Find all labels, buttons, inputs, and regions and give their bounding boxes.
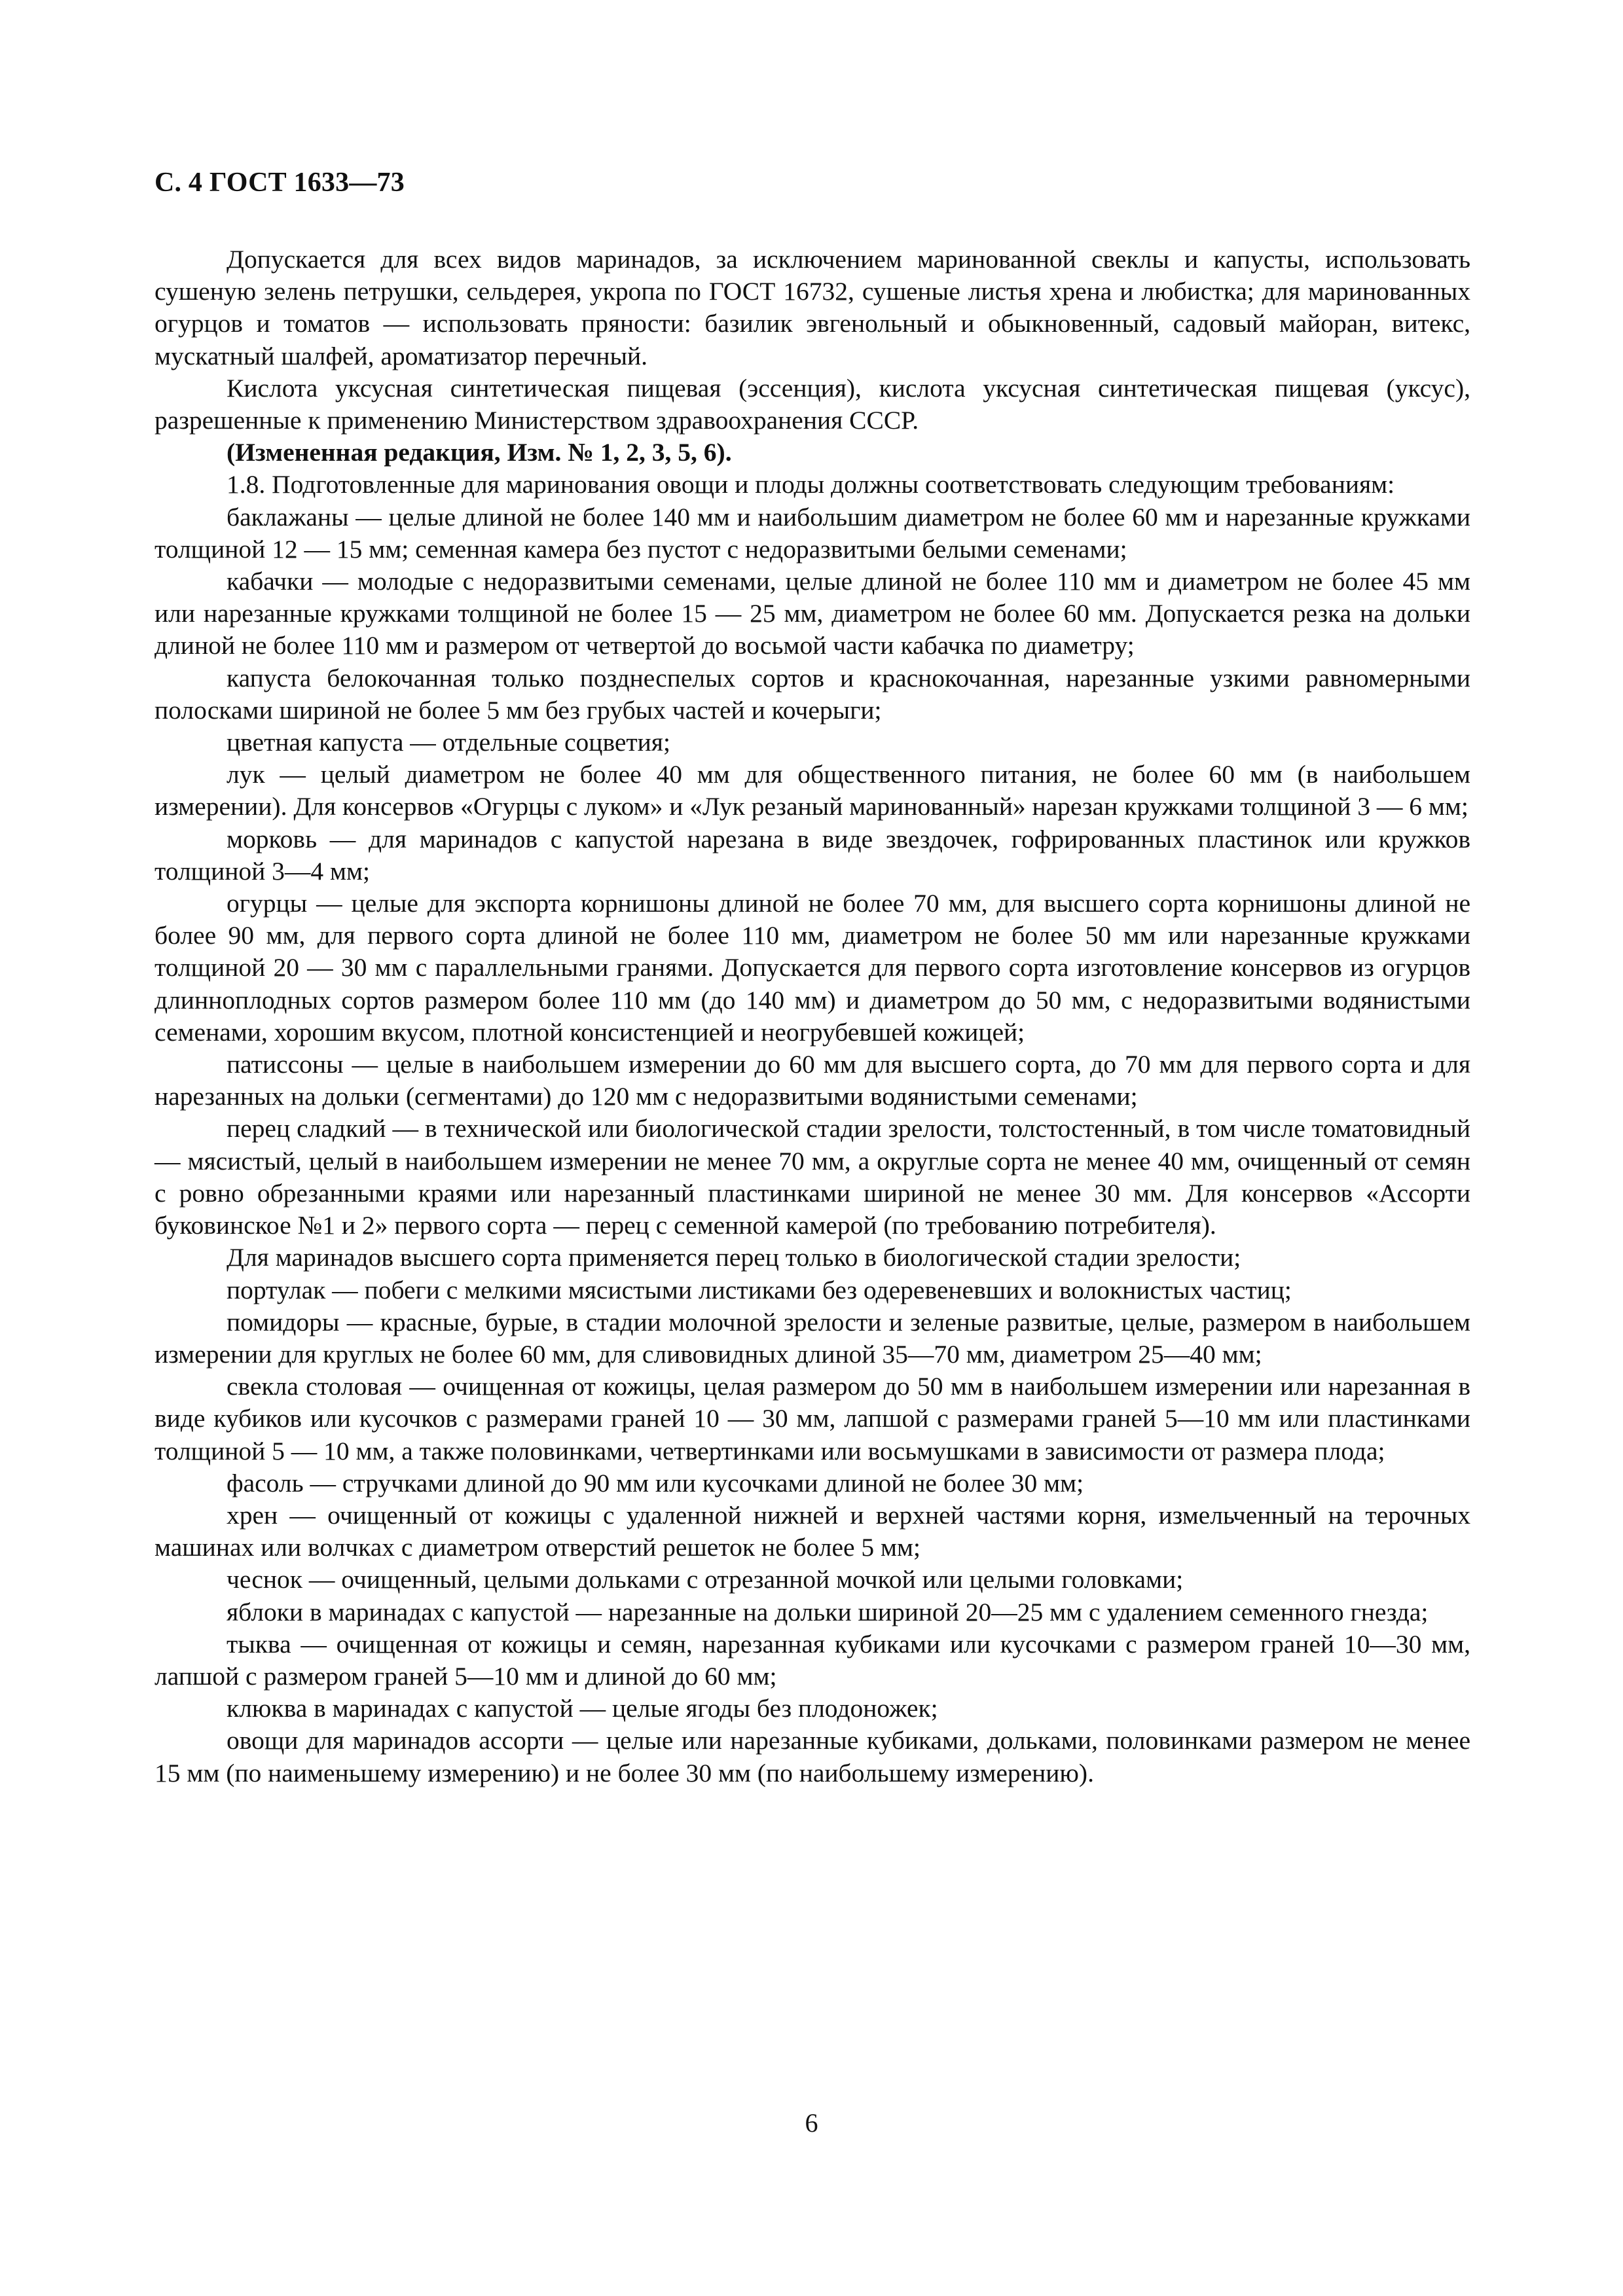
paragraph-horseradish: хрен — очищенный от кожицы с удаленной нижней и верхней частями корня, измельченный на терочных машинах или волчках с диаметром отверстий решеток не более 5 мм; [155, 1500, 1470, 1562]
paragraph-pattypan: патиссоны — целые в наибольшем измерении до 60 мм для высшего сорта, до 70 мм для первого сорта и для нарезанных на дольки (сегментами) до 120 мм с недоразвитыми водянистыми семенами; [155, 1050, 1470, 1111]
page-header: С. 4 ГОСТ 1633—73 [155, 168, 405, 198]
paragraph-cabbage: капуста белокочанная только позднеспелых сортов и краснокочанная, нарезанные узкими равномерными полосками шириной не более 5 мм без грубых частей и кочерыги; [155, 663, 1470, 725]
paragraph-cranberry: клюква в маринадах с капустой — целые ягоды без плодоножек; [227, 1694, 938, 1723]
paragraph-carrot: морковь — для маринадов с капустой нарезана в виде звездочек, гофрированных пластинок или кружков толщиной 3—4 мм; [155, 824, 1470, 886]
paragraph-tomatoes: помидоры — красные, бурые, в стадии молочной зрелости и зеленые развитые, целые, размером в наибольшем измерении для круглых не более 60 мм, для сливовидных длиной 35—70 мм, диаметром 25—40 мм; [155, 1307, 1470, 1369]
paragraph-purslane: портулак — побеги с мелкими мясистыми листиками без одеревеневших и волокнистых частиц; [227, 1275, 1292, 1304]
paragraph-beet: свекла столовая — очищенная от кожицы, целая размером до 50 мм в наибольшем измерении или нарезанная в виде кубиков или кусочков с размерами граней 10 — 30 мм, лапшой с размерами граней 5—10 мм или пластинками толщиной 5 — 10 мм, а также половинками, четвертинками или восьмушками в зависимости от размера плода; [155, 1372, 1470, 1465]
paragraph-cauliflower: цветная капуста — отдельные соцветия; [227, 728, 670, 757]
paragraph-apples: яблоки в маринадах с капустой — нарезанные на дольки шириной 20—25 мм с удалением семенного гнезда; [227, 1597, 1429, 1626]
paragraph-cucumbers: огурцы — целые для экспорта корнишоны длиной не более 70 мм, для высшего сорта корнишоны длиной не более 90 мм, для первого сорта длиной не более 110 мм, диаметром не более 50 мм или нарезанные кружками толщиной 20 — 30 мм с параллельными гранями. Допускается для первого сорта изготовление консервов из огурцов длинноплодных сортов размером более 110 мм (до 140 мм) и диаметром до 50 мм, с недоразвитыми водянистыми семенами, хорошим вкусом, плотной консистенцией и неогрубевшей кожицей; [155, 889, 1470, 1047]
paragraph-eggplant: баклажаны — целые длиной не более 140 мм и наибольшим диаметром не более 60 мм и нарезанные кружками толщиной 12 — 15 мм; семенная камера без пустот с недоразвитыми белыми семенами; [155, 502, 1470, 564]
document-body [155, 243, 1470, 1789]
paragraph-section-1-8: 1.8. Подготовленные для маринования овощи и плоды должны соответствовать следующим требованиям: [227, 470, 1395, 499]
paragraph-zucchini: кабачки — молодые с недоразвитыми семенами, целые длиной не более 110 мм и диаметром не более 45 мм или нарезанные кружками толщиной не более 15 — 25 мм, диаметром не более 60 мм. Допускается резка на дольки длиной не более 110 мм и размером от четвертой до восьмой части кабачка по диаметру; [155, 567, 1470, 660]
page-number: 6 [805, 2108, 818, 2138]
paragraph-dried-greens: Допускается для всех видов маринадов, за исключением маринованной свеклы и капусты, использовать сушеную зелень петрушки, сельдерея, укропа по ГОСТ 16732, сушеные листья хрена и любистка; для маринованных огурцов и томатов — использовать пряности: базилик эвгенольный и обыкновенный, садовый майоран, витекс, мускатный шалфей, ароматизатор перечный. [155, 245, 1470, 370]
paragraph-amendment-note: (Измененная редакция, Изм. № 1, 2, 3, 5, 6). [227, 438, 732, 467]
paragraph-assorted-vegetables: овощи для маринадов ассорти — целые или нарезанные кубиками, дольками, половинками размером не менее 15 мм (по наименьшему измерению) и не более 30 мм (по наибольшему измерению). [155, 1726, 1470, 1787]
paragraph-beans: фасоль — стручками длиной до 90 мм или кусочками длиной не более 30 мм; [227, 1468, 1084, 1498]
paragraph-pepper-premium: Для маринадов высшего сорта применяется перец только в биологической стадии зрелости; [227, 1243, 1241, 1272]
paragraph-onion: лук — целый диаметром не более 40 мм для общественного питания, не более 60 мм (в наибольшем измерении). Для консервов «Огурцы с луком» и «Лук резаный маринованный» нарезан кружками толщиной 3 — 6 мм; [155, 760, 1470, 821]
paragraph-pumpkin: тыква — очищенная от кожицы и семян, нарезанная кубиками или кусочками с размером граней 10—30 мм, лапшой с размером граней 5—10 мм и длиной до 60 мм; [155, 1629, 1470, 1691]
paragraph-acetic-acid: Кислота уксусная синтетическая пищевая (эссенция), кислота уксусная синтетическая пищевая (уксус), разрешенные к применению Министерством здравоохранения СССР. [155, 373, 1470, 435]
paragraph-garlic: чеснок — очищенный, целыми дольками с отрезанной мочкой или целыми головками; [227, 1565, 1184, 1594]
paragraph-sweet-pepper: перец сладкий — в технической или биологической стадии зрелости, толстостенный, в том числе томатовидный — мясистый, целый в наибольшем измерении не менее 70 мм, а округлые сорта не менее 40 мм, очищенный от семян с ровно обрезанными краями или нарезанный пластинками шириной не менее 30 мм. Для консервов «Ассорти буковинское №1 и 2» первого сорта — перец с семенной камерой (по требованию потребителя). [155, 1114, 1470, 1240]
